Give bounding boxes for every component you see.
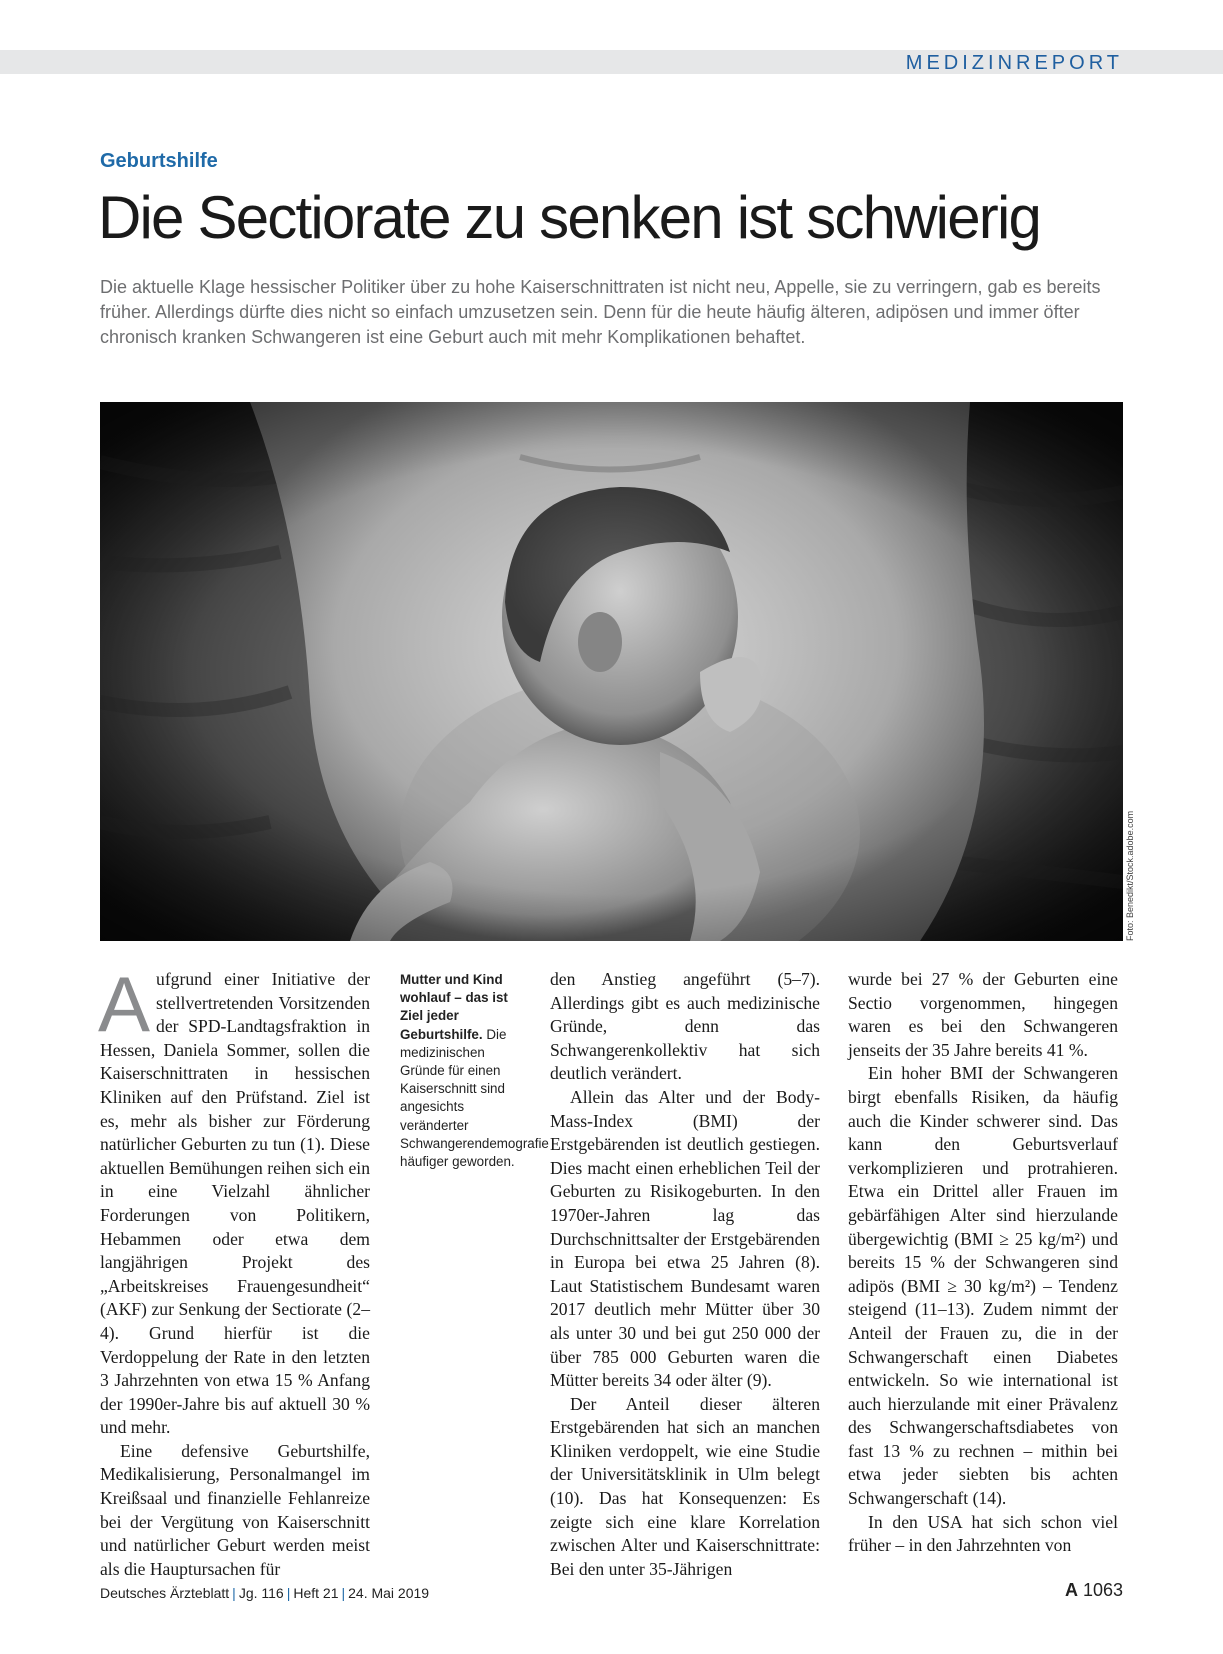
journal-date: 24. Mai 2019 (348, 1585, 430, 1601)
paragraph: Eine defensive Geburtshilfe, Medikalisierung, Personalmangel im Kreißsaal und finanzielle Fehlanreize bei der Vergütung von Kaiserschnitt und natürlicher Geburt werden meist als die Hauptursachen für (100, 1440, 370, 1579)
page-prefix: A (1064, 1580, 1078, 1600)
photo-credit: Foto: Benedikt/Stock.adobe.com (1125, 810, 1135, 941)
paragraph: wurde bei 27 % der Geburten eine Sectio vorgenommen, hingegen waren es bei den Schwangeren jenseits der 35 Jahre bereits 41 %. (848, 969, 1118, 1060)
caption-bold: Mutter und Kind wohlauf – das ist Ziel jeder Geburtshilfe. (400, 972, 508, 1042)
paragraph: den Anstieg angeführt (5–7). Allerdings gibt es auch medizinische Gründe, denn das Schwangerenkollektiv hat sich deutlich verändert. (550, 969, 820, 1084)
paragraph: Allein das Alter und der Body-Mass-Index (BMI) der Erstgebärenden ist deutlich gestiegen. Dies macht einen erheblichen Teil der Geburten zu Risikogeburten. In den 1970er-Jahren lag das Durchschnittsalter der Erstgebärenden in Europa bei etwa 25 Jahren (8). Laut Statistischem Bundesamt waren 2017 deutlich mehr Mütter über 30 als unter 30 und bei gut 250 000 der über 785 000 Geburten waren die Mütter bereits 34 oder älter (9). (550, 1086, 820, 1391)
text-column-3 (550, 968, 820, 1581)
article-title: Die Sectiorate zu senken ist schwierig (98, 184, 1041, 251)
page-footer: Deutsches Ärzteblatt | Jg. 116 | Heft 21 | 24. Mai 2019 (100, 1585, 430, 1601)
journal-issue: Heft 21 (293, 1585, 339, 1601)
section-label: MEDIZINREPORT (905, 52, 1123, 74)
caption-text: Die medizinischen Gründe für einen Kaiserschnitt sind angesichts veränderter Schwangerendemografie häufiger geworden. (400, 1026, 549, 1170)
article-kicker: Geburtshilfe (100, 150, 218, 172)
paragraph: Der Anteil dieser älteren Erstgebärenden hat sich an manchen Kliniken verdoppelt, wie eine Studie der Universitätsklinik in Ulm belegt (10). Das hat Konsequenzen: Es zeigte sich eine klare Korrelation zwischen Alter und Kaiserschnittrate: Bei den unter 35-Jährigen (550, 1393, 820, 1579)
journal-name: Deutsches Ärzteblatt (100, 1585, 230, 1601)
article-photo (100, 402, 1123, 941)
drop-cap: A (98, 960, 151, 1048)
photo-caption (400, 971, 549, 1171)
paragraph: Aufgrund einer Initiative der stellvertretenden Vorsitzenden der SPD-Landtagsfraktion in Hessen, Daniela Sommer, sollen die Kaiserschnittraten in hessischen Kliniken auf den Prüfstand. Ziel ist es, mehr als bisher zur Förderung natürlicher Geburten zu tun (1). Diese aktuellen Bemühungen reihen sich ein in eine Vielzahl ähnlicher Forderungen von Politikern, Hebammen oder etwa dem langjährigen Projekt des „Arbeitskreises Frauengesundheit“ (AKF) zur Senkung der Sectiorate (2–4). Grund hierfür ist die Verdoppelung der Rate in den letzten 3 Jahrzehnten von etwa 15 % Anfang der 1990er-Jahre bis auf aktuell 30 % und mehr. (98, 960, 370, 1438)
journal-volume: Jg. 116 (238, 1585, 284, 1601)
text-column-4 (848, 968, 1118, 1558)
text-column-1 (98, 960, 370, 1581)
paragraph: In den USA hat sich schon viel früher – in den Jahrzehnten von (848, 1511, 1118, 1556)
paragraph: Ein hoher BMI der Schwangeren birgt ebenfalls Risiken, da häufig auch die Kinder schwerer sind. Das kann den Geburtsverlauf verkomplizieren und protrahieren. Etwa ein Drittel aller Frauen im gebärfähigen Alter sind hierzulande übergewichtig (BMI ≥ 25 kg/m²) und bereits 15 % der Schwangeren sind adipös (BMI ≥ 30 kg/m²) – Tendenz steigend (11–13). Zudem nimmt der Anteil der Frauen zu, die in der Schwangerschaft einen Diabetes entwickeln. So wie international ist auch hierzulande mit einer Prävalenz des Schwangerschaftsdiabetes von fast 13 % zu rechnen – mithin bei etwa jeder siebten bis achten Schwangerschaft (14). (848, 1063, 1118, 1509)
page-number-value: 1063 (1082, 1580, 1123, 1600)
article-lead: Die aktuelle Klage hessischer Politiker über zu hohe Kaiserschnittraten ist nicht neu, Appelle, sie zu verringern, gab es bereits früher. Allerdings dürfte dies nicht so einfach umzusetzen sein. Denn für die heute häufig älteren, adipösen und immer öfter chronisch kranken Schwangeren ist eine Geburt auch mit mehr Komplikationen behaftet. (100, 277, 1101, 347)
page-number (1065, 1580, 1123, 1601)
